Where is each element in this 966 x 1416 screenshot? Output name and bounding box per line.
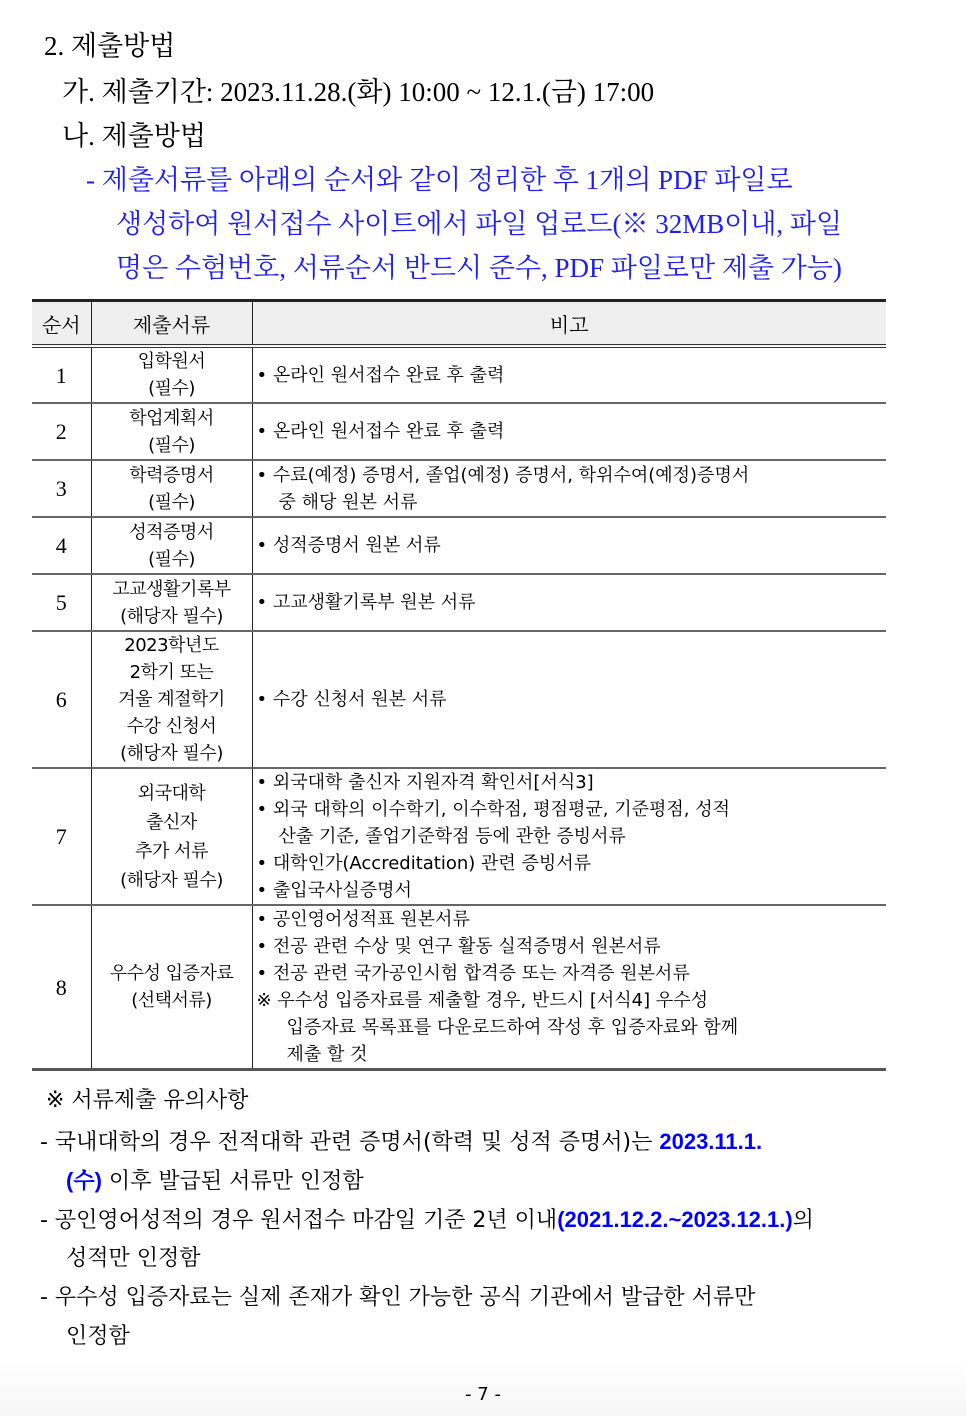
note-1-line-1 — [40, 1122, 762, 1162]
document-name — [91, 905, 252, 1070]
remark-line: • 전공 관련 수상 및 연구 활동 실적증명서 원본서류 — [256, 936, 661, 957]
remark-line: • 공인영어성적표 원본서류 — [256, 909, 470, 930]
remarks — [252, 346, 886, 403]
remark-line: 제출 할 것 — [286, 1044, 368, 1065]
doc-line: 입학원서 — [137, 351, 206, 372]
row-number: 6 — [32, 631, 91, 768]
header-documents: 제출서류 — [91, 301, 252, 347]
doc-line: (필수) — [148, 434, 195, 456]
doc-line: (필수) — [148, 491, 195, 513]
remark-line: • 대학인가(Accreditation) 관련 증빙서류 — [256, 853, 592, 874]
doc-line: 출신자 — [146, 811, 197, 833]
doc-line: 우수성 입증자료 — [109, 963, 234, 984]
instruction-line-2: 생성하여 원서접수 사이트에서 파일 업로드(※ 32MB이내, 파일 — [116, 209, 843, 239]
remark-line: 산출 기준, 졸업기준학점 등에 관한 증빙서류 — [278, 826, 626, 847]
page-number: - 7 - — [465, 1384, 501, 1405]
remark-line: • 수강 신청서 원본 서류 — [256, 689, 447, 710]
note-1-line-2 — [66, 1161, 364, 1201]
doc-line: 겨울 계절학기 — [118, 689, 225, 710]
document-name — [91, 346, 252, 403]
header-remarks: 비고 — [252, 301, 886, 347]
submission-method-heading: 나. 제출방법 — [62, 121, 206, 151]
note-text: - 공인영어성적의 경우 원서접수 마감일 기준 2년 이내 — [40, 1208, 558, 1233]
doc-line: (필수) — [148, 378, 195, 399]
remarks — [252, 574, 886, 631]
documents-table — [32, 299, 886, 1071]
row-number: 1 — [32, 346, 91, 403]
document-name — [91, 768, 252, 905]
instruction-line-1: - 제출서류를 아래의 순서와 같이 정리한 후 1개의 PDF 파일로 — [86, 165, 793, 195]
remarks — [252, 403, 886, 460]
row-number: 7 — [32, 768, 91, 905]
remark-line: • 출입국사실증명서 — [256, 880, 412, 901]
table-row — [32, 905, 886, 1070]
table-row — [32, 768, 886, 905]
table-row — [32, 517, 886, 574]
doc-line: 수강 신청서 — [126, 716, 217, 737]
row-number: 2 — [32, 403, 91, 460]
notes-title: ※ 서류제출 유의사항 — [46, 1088, 249, 1113]
row-number: 5 — [32, 574, 91, 631]
table-row — [32, 574, 886, 631]
remark-line: 중 해당 원본 서류 — [278, 491, 418, 513]
remark-line: • 고교생활기록부 원본 서류 — [256, 592, 476, 613]
section-heading: 2. 제출방법 — [44, 31, 176, 61]
document-name — [91, 574, 252, 631]
doc-line: 2학기 또는 — [129, 662, 214, 683]
doc-line: (해당자 필수) — [120, 743, 223, 764]
doc-line: (선택서류) — [131, 990, 212, 1011]
remark-line: • 온라인 원서접수 완료 후 출력 — [256, 421, 505, 442]
doc-line: (필수) — [148, 548, 195, 570]
doc-line: (해당자 필수) — [120, 869, 223, 891]
doc-line: 추가 서류 — [135, 840, 208, 862]
remark-line: • 온라인 원서접수 완료 후 출력 — [256, 364, 505, 386]
row-number: 3 — [32, 460, 91, 517]
remarks — [252, 631, 886, 768]
row-number: 8 — [32, 905, 91, 1070]
table-header-row — [32, 301, 886, 347]
remark-line: • 성적증명서 원본 서류 — [256, 535, 441, 556]
document-name — [91, 460, 252, 517]
note-3-line-1: - 우수성 입증자료는 실제 존재가 확인 가능한 공식 기관에서 발급한 서류만 — [40, 1285, 756, 1310]
note-3-line-2: 인정함 — [66, 1324, 130, 1349]
table-row — [32, 346, 886, 403]
note-text: 이후 발급된 서류만 인정함 — [101, 1169, 364, 1194]
table-row — [32, 631, 886, 768]
submission-period: 가. 제출기간: 2023.11.28.(화) 10:00 ~ 12.1.(금) 17:00 — [62, 77, 655, 107]
remark-line: • 외국 대학의 이수학기, 이수학점, 평점평균, 기준평점, 성적 — [256, 799, 730, 820]
remarks — [252, 905, 886, 1070]
instruction-line-3: 명은 수험번호, 서류순서 반드시 준수, PDF 파일로만 제출 가능) — [116, 253, 842, 283]
doc-line: 외국대학 — [137, 782, 206, 804]
note-text: - 국내대학의 경우 전적대학 관련 증명서(학력 및 성적 증명서)는 — [40, 1130, 660, 1155]
highlight-day: (수) — [66, 1168, 102, 1193]
highlight-date-range: (2021.12.2.~2023.12.1.) — [557, 1207, 793, 1232]
doc-line: 고교생활기록부 — [112, 578, 231, 600]
note-text: 의 — [792, 1208, 814, 1233]
remark-line: 입증자료 목록표를 다운로드하여 작성 후 입증자료와 함께 — [286, 1017, 739, 1038]
highlight-date: 2023.11.1. — [659, 1129, 763, 1154]
doc-line: 성적증명서 — [129, 521, 214, 543]
document-name — [91, 517, 252, 574]
remarks — [252, 517, 886, 574]
doc-line: 2023학년도 — [124, 635, 219, 656]
remark-line: • 수료(예정) 증명서, 졸업(예정) 증명서, 학위수여(예정)증명서 — [256, 464, 750, 486]
document-name — [91, 403, 252, 460]
header-order: 순서 — [32, 301, 91, 347]
remarks — [252, 768, 886, 905]
table-row — [32, 460, 886, 517]
note-2-line-1 — [40, 1200, 814, 1240]
doc-line: 학업계획서 — [129, 407, 214, 429]
remark-line: • 외국대학 출신자 지원자격 확인서[서식3] — [256, 772, 594, 793]
doc-line: 학력증명서 — [129, 464, 214, 486]
doc-line: (해당자 필수) — [120, 605, 223, 627]
note-2-line-2: 성적만 인정함 — [66, 1246, 201, 1271]
remarks — [252, 460, 886, 517]
document-name — [91, 631, 252, 768]
row-number: 4 — [32, 517, 91, 574]
remark-line: • 전공 관련 국가공인시험 합격증 또는 자격증 원본서류 — [256, 963, 690, 984]
remark-line: ※ 우수성 입증자료를 제출할 경우, 반드시 [서식4] 우수성 — [256, 990, 708, 1011]
table-row — [32, 403, 886, 460]
